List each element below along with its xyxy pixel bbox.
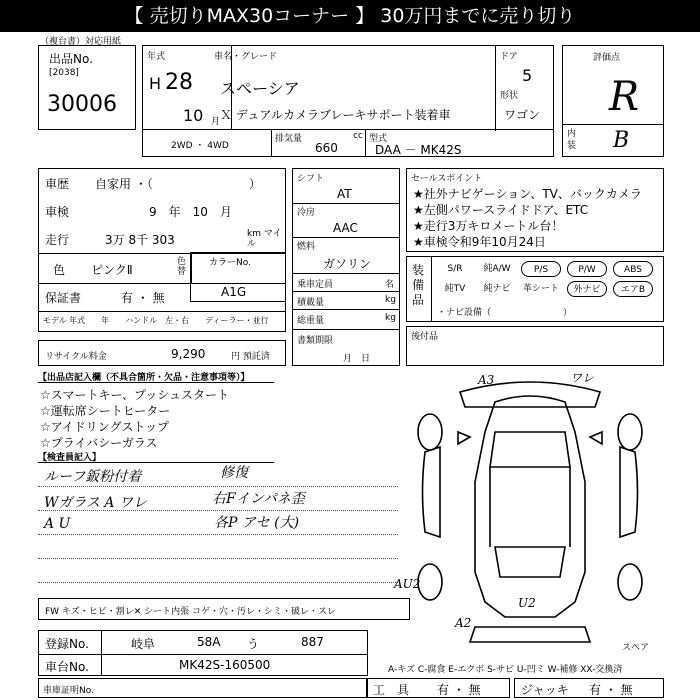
car-damage-diagram [394,371,660,652]
drive-value: 2WD ・ 4WD [171,141,229,151]
lot-number: 30006 [47,92,117,117]
color-value: ピンクⅡ [91,263,133,277]
inspector-note: 修復 [220,465,248,481]
diag-a3: A3 [478,373,495,387]
recycle-box [38,340,286,366]
interior-label: 内装 [567,129,577,151]
reg-kana: う [247,637,260,651]
sales-point: ★左側パワースライドドア、ETC [413,203,589,217]
reg-number: 887 [301,635,324,649]
history-label: 車歴 [45,177,70,191]
lot-box [38,45,136,130]
equip-abs: ABS [613,261,653,277]
shift-value: AT [337,187,352,201]
year-era: H [149,74,162,93]
shape-label: 形状 [500,91,519,101]
tool-value: 有 ・ 無 [437,683,481,697]
month-unit: 月 [211,117,221,127]
inspector-title: 【検査員記入】 [38,453,102,463]
aftermarket-label: 後付品 [411,332,439,342]
mileage-label: 走行 [45,233,70,247]
fuel-label: 燃料 [297,242,316,252]
aftermarket-box [406,326,664,366]
shift-label: シフト [297,174,325,184]
inspector-note: Wガラス A ワレ [44,495,147,511]
diag-a2: A2 [455,616,472,630]
note-item: ☆スマートキー、プッシュスタート [40,388,229,402]
equip-leather: 革シート [522,284,559,294]
history-box [38,168,286,332]
inspector-note: 各P アセ (大) [214,515,300,531]
note-item: ☆運転席シートヒーター [40,404,171,418]
disp-label: 排気量 [275,134,303,144]
jack-label: ジャッキ [521,683,569,697]
sales-box [406,168,664,252]
equip-ext-navi: 外ナビ [567,281,607,297]
docs-unit: 月 日 [343,354,371,364]
equip-tv: 純TV [444,284,466,294]
diag-ware: ワレ [570,371,595,385]
diag-u2: U2 [518,596,536,610]
capacity-unit: 名 [385,280,395,290]
year-label: 年式 [147,52,166,62]
capacity-label: 乗車定員 [297,280,334,290]
fw-text: FW キズ・ヒビ・割レ✕ シート内張 コゲ・穴・汚レ・シミ・破レ・スレ [45,607,337,617]
equipment-label: 装備品 [412,263,425,307]
note-item: ☆アイドリングストップ [40,420,169,434]
equip-alloy: 純A/W [483,264,511,274]
spare-label: スペア [622,643,650,653]
tool-box [366,678,510,698]
interior-value: B [613,128,630,153]
doors-value: 5 [522,66,533,85]
page-banner: 【 売切りMAX30コーナー 】 30万円までに売り切り [0,0,700,32]
mileage-unit: km マイル [247,229,282,249]
garage-cert-box [38,678,368,698]
disp-value: 660 [315,141,338,155]
inspector-note: ルーフ鈑粉付着 [44,469,142,485]
equip-sr: S/R [447,264,463,274]
lot-label: 出品No. [49,52,93,66]
warranty-label: 保証書 [45,291,82,305]
year-value: 28 [165,70,193,95]
score-label: 評価点 [593,53,621,63]
grade: Ｘ デュアルカメラブレーキサポート装着車 [220,108,451,122]
jack-box [514,678,664,698]
diag-au2: AU2 [394,577,421,591]
inspector-note: 右Fインパネ歪 [212,491,305,507]
reg-class: 58A [197,635,221,649]
disp-unit: cc [353,131,363,141]
jack-value: 有 ・ 無 [589,683,633,697]
sales-point: ★車検令和9年10月24日 [413,235,546,249]
car-name: スペーシア [220,79,300,98]
month-value: 10 [183,106,204,125]
doc-type: （複台書）対応用紙 [40,37,122,47]
garage-cert-label: 車庫証明No. [43,686,94,696]
score-box [562,45,664,157]
ac-value: AAC [333,221,358,235]
fw-row [38,598,410,620]
score-value: R [609,74,640,120]
recycle-unit: 円 預託済 [231,352,270,362]
load-label: 積載量 [297,298,325,308]
mileage-value: 3万 8千 303 [105,233,175,247]
inspector-note: A U [44,516,71,532]
model-type: DAA － MK42S [375,143,462,157]
car-box [210,45,554,130]
equip-pw: P/W [567,261,607,277]
lot-small: [2038] [49,68,79,78]
type-label: 型式 [369,134,388,144]
note-item: ☆プライバシーガラス [40,436,158,450]
reg-label: 登録No. [45,637,89,651]
registration-box [38,630,368,676]
notes-title: 【出品店記入欄（不具合箇所・欠品・注意事項等）】 [38,373,250,383]
docs-label: 書類期限 [297,336,334,346]
sales-point: ★走行3万キロメートル台！ [413,219,564,233]
equip-airbag: エアB [613,281,653,297]
tool-label: 工 具 [373,683,410,697]
ac-label: 冷房 [297,208,316,218]
colorno-label: カラーNo. [209,258,251,268]
recycle-label: リサイクル料金 [45,352,107,362]
load-unit: kg [385,295,396,305]
drive-row [142,130,554,157]
doors-label: ドア [500,52,518,62]
warranty-value: 有 ・ 無 [121,291,165,305]
weight-label: 総重量 [297,316,325,326]
sales-point: ★社外ナビゲーション、TV、バックカメラ [413,187,642,201]
chassis-label: 車台No. [45,660,89,674]
color-swap: 色替 [177,257,187,277]
colorno-value: A1G [221,285,247,299]
weight-unit: kg [385,313,396,323]
damage-legend: A-キズ C-腐食 E-エクボ S-サビ U-凹ミ W-補修 XX-交換済 [388,665,623,675]
navi-setting: ・ナビ設備（ ） [437,308,573,318]
equip-ps: P/S [521,261,561,277]
sales-title: セールスポイント [411,174,483,184]
fuel-value: ガソリン [323,257,372,271]
reg-place: 岐阜 [131,637,156,651]
equip-navi: 純ナビ [483,284,511,294]
color-label: 色 [53,263,66,277]
model-row: モデル 年式 年 ハンドル 左・右 ディーラー・並行 [43,316,269,325]
history-value: 自家用 ・（ ） [95,177,261,191]
recycle-value: 9,290 [171,347,206,361]
shape-value: ワゴン [504,108,541,122]
colorno-box [190,252,286,302]
chassis-value: MK42S-160500 [179,658,271,672]
inspect-value: 9 年 10 月 [149,205,232,219]
car-label: 車名・グレード [214,52,278,62]
equipment-box [406,256,664,322]
inspect-label: 車検 [45,205,70,219]
specs-box [292,168,400,366]
